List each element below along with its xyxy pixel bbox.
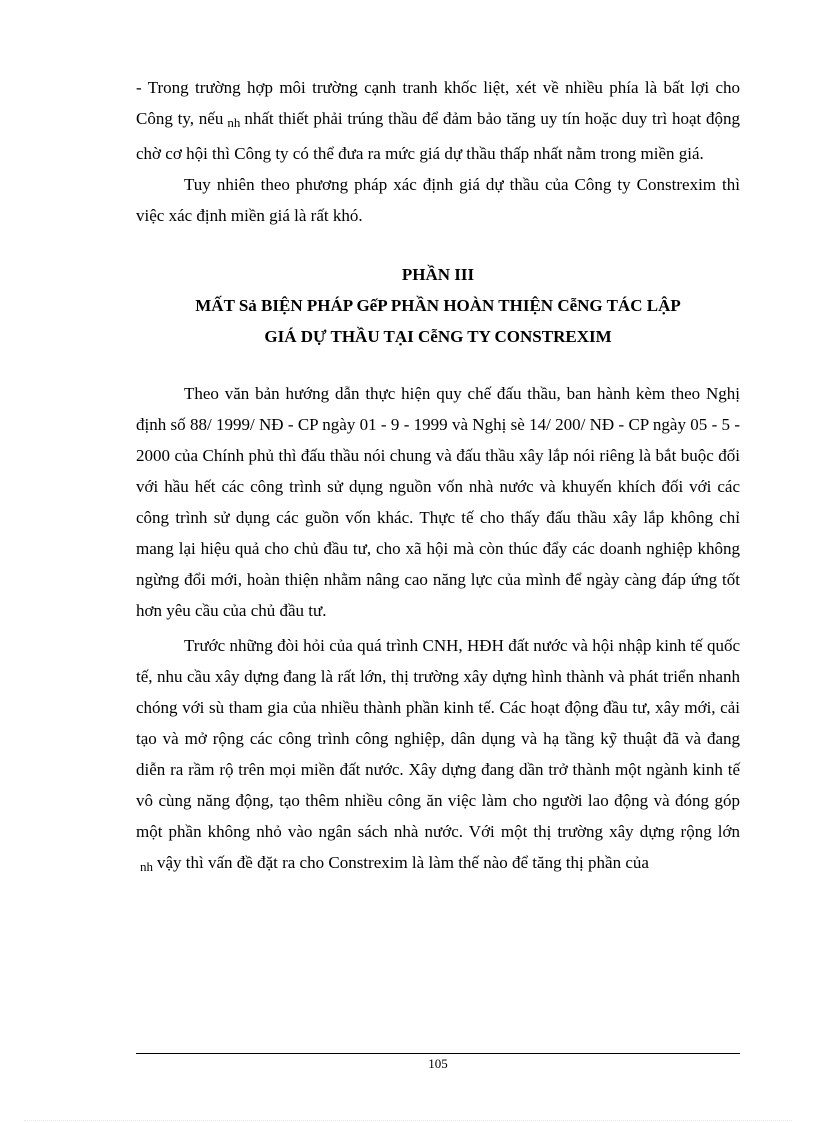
paragraph-3: Theo văn bản hướng dẫn thực hiện quy chế đấu thầu, ban hành kèm theo Nghị định số 88/ 1999/ NĐ - CP ngày 01 - 9 - 1999 và Nghị sè 14/ 200/ NĐ - CP ngày 05 - 5 - 2000 của Chính phủ thì đấu thầu nói chung và đấu thầu xây lắp nói riêng là bắt buộc đối với hầu hết các công trình sử dụng nguồn vốn nhà nước và khuyến khích đối với các công trình sử dụng các guồn vốn khác. Thực tế cho thấy đấu thầu xây lắp không chỉ mang lại hiệu quả cho chủ đầu tư, cho xã hội mà còn thúc đẩy các doanh nghiệp không ngừng đổi mới, hoàn thiện nhằm nâng cao năng lực của mình để ngày càng đáp ứng tốt hơn yêu cầu của chủ đầu tư.	[136, 384, 740, 620]
paragraph-4-text-b: vậy thì vấn đề đặt ra cho Constrexim là làm thế nào để tăng thị phần của	[157, 853, 649, 872]
paragraph-4-fragment: nh	[140, 859, 153, 874]
section-part-heading: PHẦN III	[401, 265, 475, 284]
paragraph-4-text-a: Trước những đòi hỏi của quá trình CNH, HĐH đất nước và hội nhập kinh tế quốc tế, nhu cầu xây dựng đang là rất lớn, thị trường xây dựng hình thành và phát triển nhanh chóng với sù tham gia của nhiều thành phần kinh tế. Các hoạt động đầu tư, xây mới, cải tạo và mở rộng các công trình công nghiệp, dân dụng và hạ tầng kỹ thuật đã và đang diễn ra rầm rộ trên mọi miền đất nước. Xây dựng đang dần trở thành một ngành kinh tế vô cùng năng động, tạo thêm nhiều công ăn việc làm cho người lao động và đóng góp một phần không nhỏ vào ngân sách nhà nước. Với một thị trường xây dựng rộng lớn	[136, 636, 740, 841]
page-content	[136, 72, 740, 882]
paragraph-1-text-a: - Trong trường hợp môi trường cạnh tranh khốc liệt, xét về nhiều phía là bất lợi cho Công ty, nếu	[136, 78, 740, 128]
section-title-line-2: GIÁ DỰ THẦU TẠI CễNG TY CONSTREXIM	[264, 327, 612, 346]
paragraph-1-text-b: nhất thiết phải trúng thầu để đảm bảo tăng uy tín hoặc duy trì hoạt động chờ cơ hội thì Công ty có thể đưa ra mức giá dự thầu thấp nhất nằm trong miền giá.	[136, 109, 740, 163]
section-title-line-1: MẤT Sả BIỆN PHÁP GếP PHẦN HOÀN THIỆN CễNG TÁC LẬP	[195, 296, 681, 315]
paragraph-2: Tuy nhiên theo phương pháp xác định giá dự thầu của Công ty Constrexim thì việc xác định miền giá là rất khó.	[136, 175, 740, 225]
page-edge-divider	[24, 1120, 792, 1121]
paragraph-1-fragment: nh	[227, 115, 241, 130]
paragraph-4	[136, 630, 740, 882]
footer-divider	[136, 1053, 740, 1054]
paragraph-1	[136, 72, 740, 169]
page-number: 105	[428, 1056, 448, 1071]
